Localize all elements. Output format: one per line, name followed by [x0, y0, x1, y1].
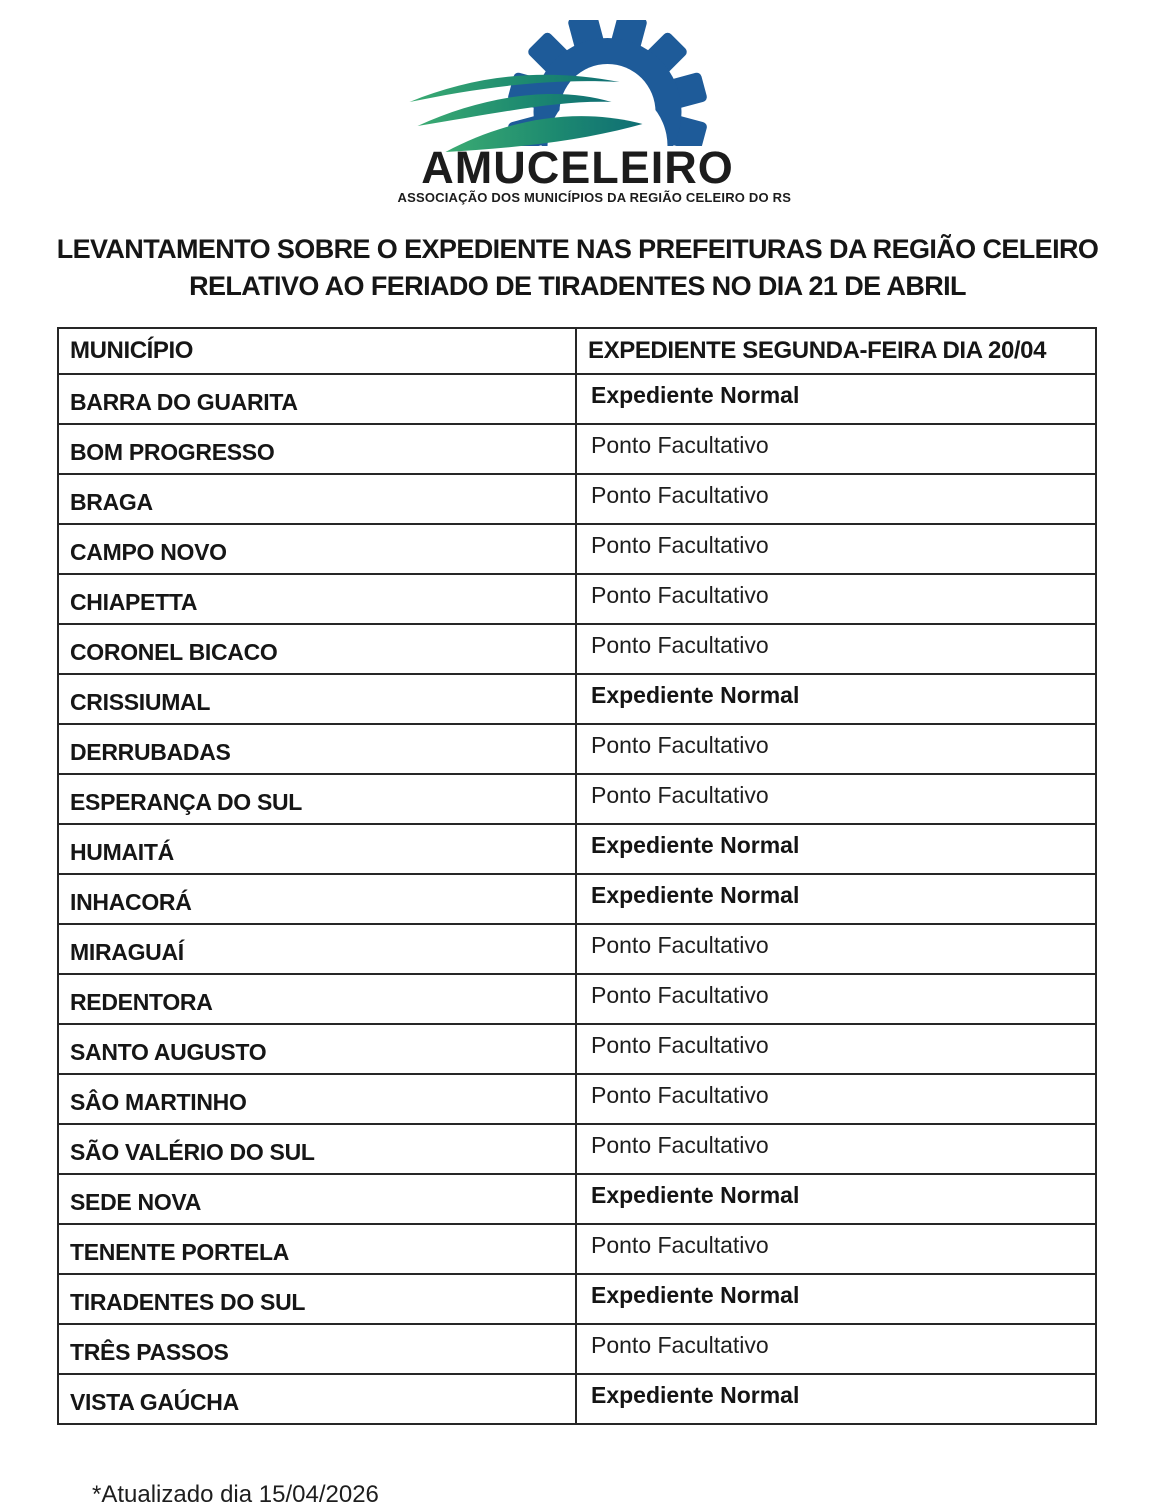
table-row [58, 1374, 1096, 1424]
municipality-cell: HUMAITÁ [58, 824, 576, 874]
amuceleiro-logo [397, 20, 792, 205]
municipality-cell: SÃO VALÉRIO DO SUL [58, 1124, 576, 1174]
expediente-table [57, 327, 1097, 1425]
table-row [58, 524, 1096, 574]
table-row [58, 574, 1096, 624]
header-expediente: EXPEDIENTE SEGUNDA-FEIRA DIA 20/04 [576, 328, 1096, 374]
status-cell: Ponto Facultativo [576, 924, 1096, 974]
table-row [58, 1074, 1096, 1124]
table-row [58, 1124, 1096, 1174]
table-row [58, 874, 1096, 924]
updated-note: *Atualizado dia 15/04/2026 [92, 1481, 379, 1508]
status-cell: Expediente Normal [576, 1274, 1096, 1324]
table-row [58, 474, 1096, 524]
logo-subtitle: ASSOCIAÇÃO DOS MUNICÍPIOS DA REGIÃO CELEIRO DO RS [397, 190, 792, 205]
status-cell: Ponto Facultativo [576, 974, 1096, 1024]
status-cell: Ponto Facultativo [576, 424, 1096, 474]
municipality-cell: VISTA GAÚCHA [58, 1374, 576, 1424]
status-cell: Ponto Facultativo [576, 1074, 1096, 1124]
table-row [58, 824, 1096, 874]
header-municipio: MUNICÍPIO [58, 328, 576, 374]
municipality-cell: TRÊS PASSOS [58, 1324, 576, 1374]
status-cell: Ponto Facultativo [576, 1024, 1096, 1074]
status-cell: Expediente Normal [576, 1174, 1096, 1224]
status-cell: Expediente Normal [576, 1374, 1096, 1424]
municipality-cell: ESPERANÇA DO SUL [58, 774, 576, 824]
municipality-cell: SEDE NOVA [58, 1174, 576, 1224]
status-cell: Ponto Facultativo [576, 1124, 1096, 1174]
status-cell: Ponto Facultativo [576, 1224, 1096, 1274]
table-row [58, 624, 1096, 674]
municipality-cell: SANTO AUGUSTO [58, 1024, 576, 1074]
table-row [58, 424, 1096, 474]
municipality-cell: BOM PROGRESSO [58, 424, 576, 474]
status-cell: Expediente Normal [576, 874, 1096, 924]
logo-wordmark: AMUCELEIRO [421, 142, 734, 193]
table-row [58, 674, 1096, 724]
document-title-line2: RELATIVO AO FERIADO DE TIRADENTES NO DIA 21 DE ABRIL [189, 271, 966, 301]
municipality-cell: BARRA DO GUARITA [58, 374, 576, 424]
municipality-cell: BRAGA [58, 474, 576, 524]
municipality-cell: MIRAGUAÍ [58, 924, 576, 974]
status-cell: Ponto Facultativo [576, 474, 1096, 524]
status-cell: Ponto Facultativo [576, 1324, 1096, 1374]
document-title-line1: LEVANTAMENTO SOBRE O EXPEDIENTE NAS PREFEITURAS DA REGIÃO CELEIRO [56, 234, 1099, 264]
table-row [58, 974, 1096, 1024]
table-header-row [58, 328, 1096, 374]
status-cell: Ponto Facultativo [576, 624, 1096, 674]
municipality-cell: CHIAPETTA [58, 574, 576, 624]
document-title [0, 231, 1155, 305]
municipality-cell: DERRUBADAS [58, 724, 576, 774]
table-row [58, 774, 1096, 824]
table-row [58, 1224, 1096, 1274]
municipality-cell: TENENTE PORTELA [58, 1224, 576, 1274]
municipality-cell: CAMPO NOVO [58, 524, 576, 574]
status-cell: Ponto Facultativo [576, 574, 1096, 624]
table-row [58, 724, 1096, 774]
status-cell: Expediente Normal [576, 374, 1096, 424]
status-cell: Expediente Normal [576, 824, 1096, 874]
municipality-cell: REDENTORA [58, 974, 576, 1024]
table-row [58, 1324, 1096, 1374]
status-cell: Ponto Facultativo [576, 524, 1096, 574]
status-cell: Ponto Facultativo [576, 724, 1096, 774]
status-cell: Expediente Normal [576, 674, 1096, 724]
table-row [58, 374, 1096, 424]
municipality-cell: INHACORÁ [58, 874, 576, 924]
municipality-cell: TIRADENTES DO SUL [58, 1274, 576, 1324]
municipality-cell: SÂO MARTINHO [58, 1074, 576, 1124]
municipality-cell: CORONEL BICACO [58, 624, 576, 674]
municipality-cell: CRISSIUMAL [58, 674, 576, 724]
table-row [58, 924, 1096, 974]
table-row [58, 1274, 1096, 1324]
table-row [58, 1174, 1096, 1224]
table-row [58, 1024, 1096, 1074]
status-cell: Ponto Facultativo [576, 774, 1096, 824]
